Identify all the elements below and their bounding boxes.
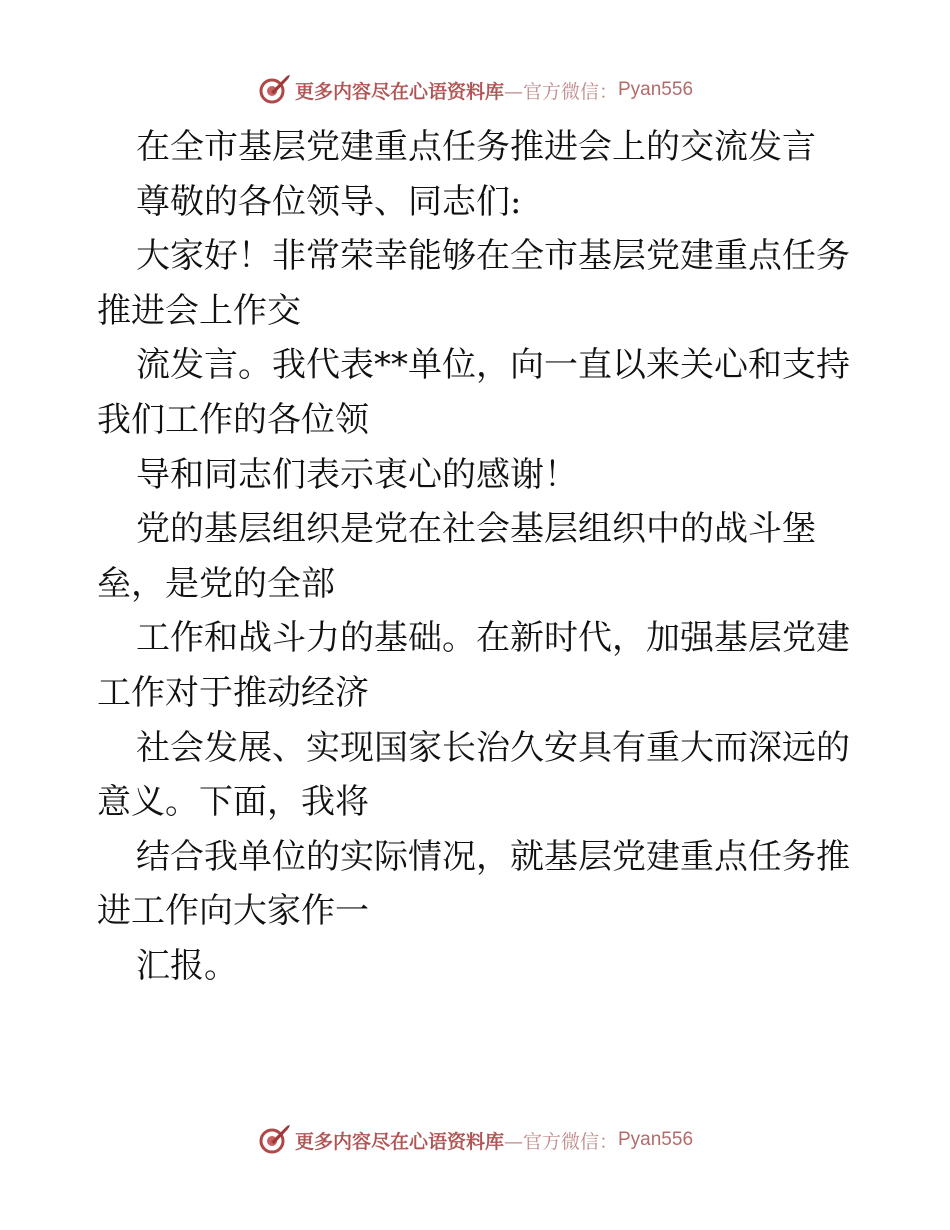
banner-account: Pyan556 (618, 79, 694, 100)
paragraph-line: 意义。下面，我将 (97, 782, 369, 823)
paragraph-line: 进工作向大家作一 (97, 891, 369, 932)
quill-pen-circle-logo-icon (257, 1123, 291, 1157)
paragraph-line: 大家好！非常荣幸能够在全市基层党建重点任务 (136, 236, 850, 277)
document-title: 在全市基层党建重点任务推进会上的交流发言 (136, 127, 816, 167)
paragraph-line: 流发言。我代表**单位，向一直以来关心和支持 (136, 345, 850, 386)
salutation: 尊敬的各位领导、同志们: (136, 181, 522, 222)
banner-subtitle: —官方微信： (503, 80, 618, 103)
paragraph-line: 导和同志们表示衷心的感谢！ (136, 454, 578, 495)
banner-account: Pyan556 (618, 1129, 694, 1150)
paragraph-line: 工作和战斗力的基础。在新时代，加强基层党建 (136, 618, 850, 659)
paragraph-line: 社会发展、实现国家长治久安具有重大而深远的 (136, 727, 850, 768)
paragraph-line: 汇报。 (136, 945, 238, 986)
paragraph-line: 党的基层组织是党在社会基层组织中的战斗堡 (136, 509, 816, 550)
banner-title: 更多内容尽在心语资料库 (294, 1130, 504, 1153)
paragraph-line: 我们工作的各位领 (97, 399, 369, 440)
banner-subtitle: —官方微信： (503, 1130, 618, 1153)
paragraph-line: 工作对于推动经济 (97, 672, 369, 713)
banner-title: 更多内容尽在心语资料库 (294, 80, 504, 103)
document-body (97, 122, 857, 996)
paragraph-line: 推进会上作交 (97, 290, 301, 331)
quill-pen-circle-logo-icon (257, 73, 291, 107)
footer-banner (0, 1120, 950, 1160)
header-banner (0, 70, 950, 110)
paragraph-line: 结合我单位的实际情况，就基层党建重点任务推 (136, 836, 850, 877)
paragraph-line: 垒，是党的全部 (97, 563, 335, 604)
